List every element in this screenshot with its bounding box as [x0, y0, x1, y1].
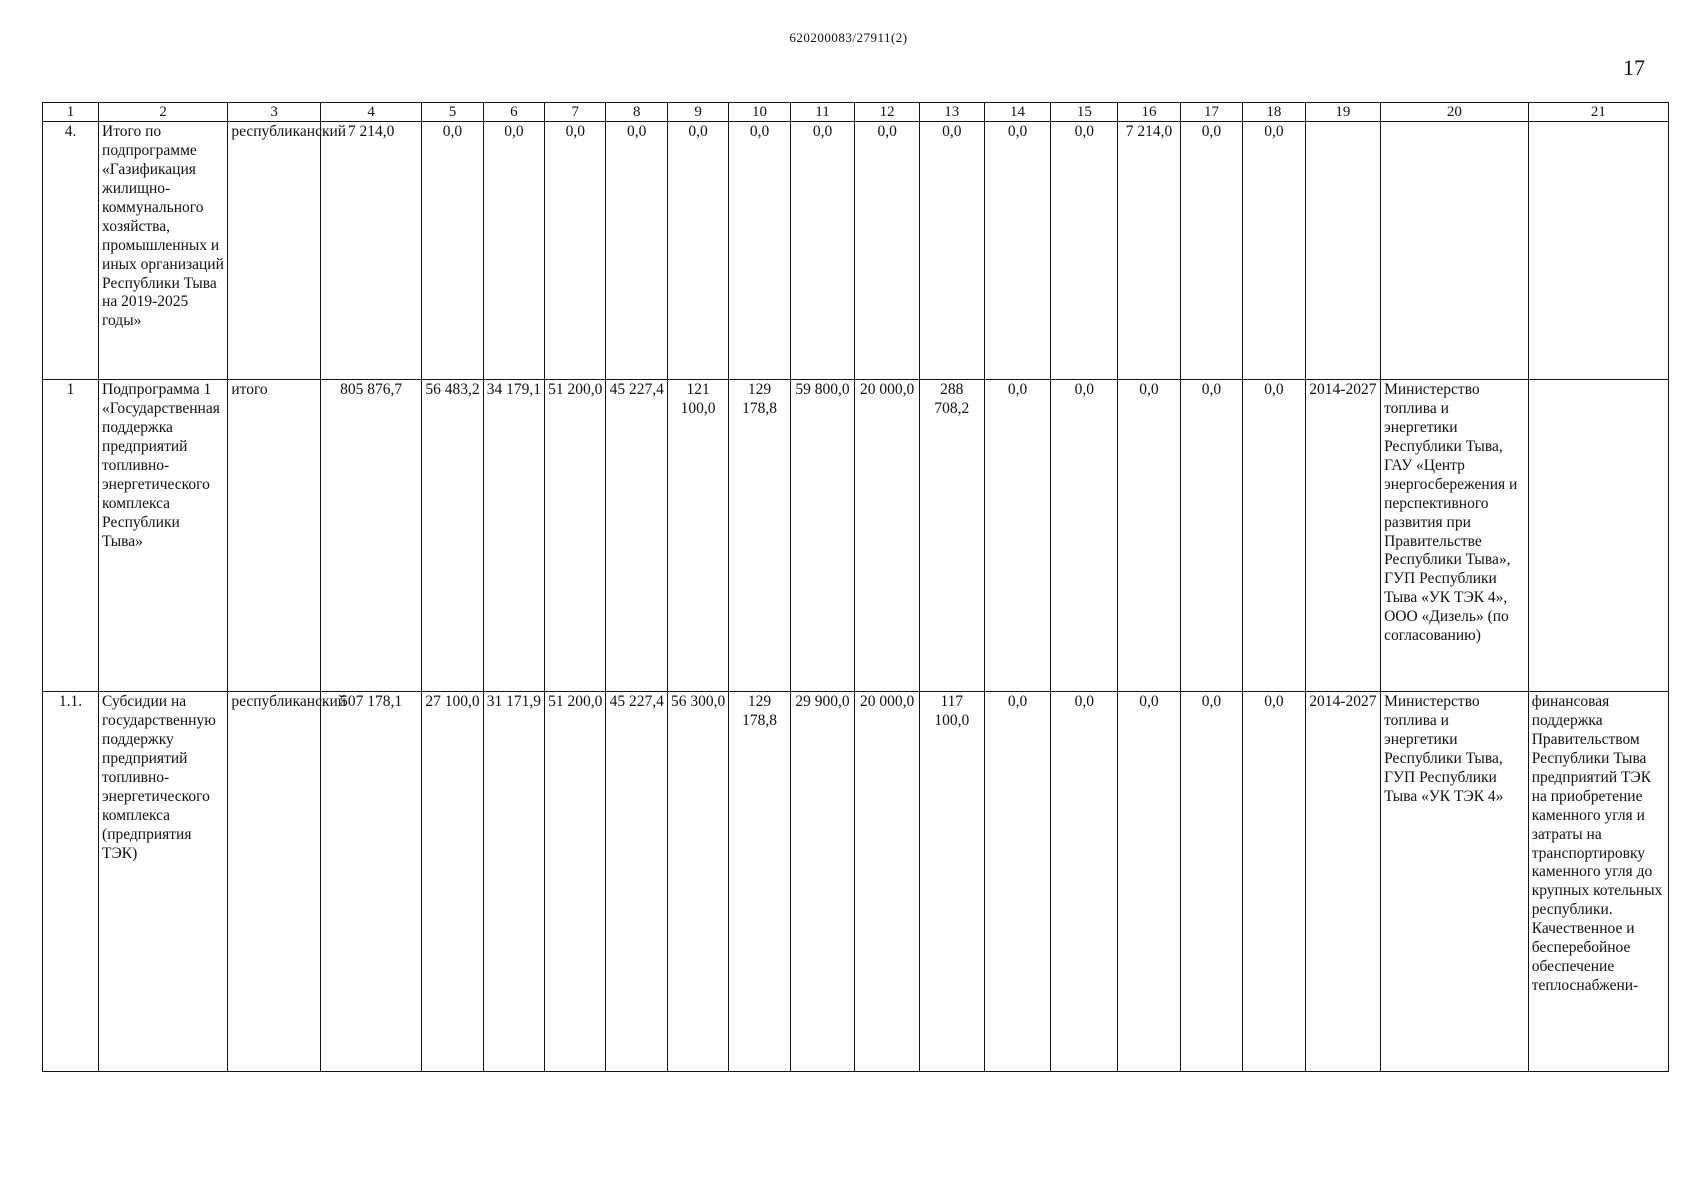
- amount-cell: 45 227,4: [606, 692, 667, 1072]
- amount-cell: 0,0: [1180, 692, 1242, 1072]
- total-amount-cell: 507 178,1: [320, 692, 421, 1072]
- amount-cell: 0,0: [606, 122, 667, 380]
- column-number: 16: [1118, 103, 1180, 122]
- period-cell: 2014-2027: [1305, 692, 1380, 1072]
- amount-cell: 0,0: [422, 122, 483, 380]
- period-cell: 2014-2027: [1305, 380, 1380, 692]
- column-number: 9: [667, 103, 728, 122]
- column-number: 17: [1180, 103, 1242, 122]
- amount-cell: 7 214,0: [1118, 122, 1180, 380]
- table-row: [43, 380, 1669, 692]
- amount-cell: 288 708,2: [919, 380, 984, 692]
- amount-cell: 0,0: [667, 122, 728, 380]
- column-number: 14: [984, 103, 1051, 122]
- result-cell: [1528, 122, 1668, 380]
- row-number-cell: 4.: [43, 122, 99, 380]
- column-number: 1: [43, 103, 99, 122]
- amount-cell: 0,0: [1243, 692, 1305, 1072]
- budget-source-cell: республиканский: [228, 692, 321, 1072]
- amount-cell: 129 178,8: [729, 692, 790, 1072]
- column-number: 18: [1243, 103, 1305, 122]
- column-number: 7: [545, 103, 606, 122]
- total-amount-cell: 805 876,7: [320, 380, 421, 692]
- amount-cell: 0,0: [855, 122, 920, 380]
- amount-cell: 51 200,0: [545, 692, 606, 1072]
- column-number: 5: [422, 103, 483, 122]
- column-number: 11: [790, 103, 855, 122]
- amount-cell: 20 000,0: [855, 380, 920, 692]
- amount-cell: 56 483,2: [422, 380, 483, 692]
- amount-cell: 0,0: [984, 380, 1051, 692]
- column-number: 12: [855, 103, 920, 122]
- amount-cell: 0,0: [1243, 122, 1305, 380]
- column-number: 2: [99, 103, 228, 122]
- amount-cell: 56 300,0: [667, 692, 728, 1072]
- column-number: 8: [606, 103, 667, 122]
- result-cell: финансовая поддержка Правительством Республики Тыва предприятий ТЭК на приобретение каменного угля и затраты на транспортировку каменного угля до крупных котельных республики. Качественное и бесперебойное обеспечение теплоснабжени-: [1528, 692, 1668, 1072]
- amount-cell: 0,0: [1051, 692, 1118, 1072]
- row-number-cell: 1: [43, 380, 99, 692]
- amount-cell: 0,0: [1118, 692, 1180, 1072]
- column-number: 19: [1305, 103, 1380, 122]
- column-number: 15: [1051, 103, 1118, 122]
- amount-cell: 0,0: [790, 122, 855, 380]
- row-title-cell: Итого по подпрограмме «Газификация жилищно-коммунального хозяйства, промышленных и иных организаций Республики Тыва на 2019-2025 годы»: [99, 122, 228, 380]
- row-title-cell: Субсидии на государственную поддержку предприятий топливно-энергетического комплекса (предприятия ТЭК): [99, 692, 228, 1072]
- column-number: 3: [228, 103, 321, 122]
- budget-source-cell: республиканский: [228, 122, 321, 380]
- amount-cell: 129 178,8: [729, 380, 790, 692]
- amount-cell: 117 100,0: [919, 692, 984, 1072]
- amount-cell: 0,0: [1180, 380, 1242, 692]
- row-number-cell: 1.1.: [43, 692, 99, 1072]
- amount-cell: 59 800,0: [790, 380, 855, 692]
- table-row: [43, 122, 1669, 380]
- amount-cell: 51 200,0: [545, 380, 606, 692]
- amount-cell: 0,0: [919, 122, 984, 380]
- column-number: 10: [729, 103, 790, 122]
- column-number: 4: [320, 103, 421, 122]
- amount-cell: 0,0: [1051, 122, 1118, 380]
- column-number: 21: [1528, 103, 1668, 122]
- amount-cell: 45 227,4: [606, 380, 667, 692]
- column-number: 20: [1381, 103, 1529, 122]
- amount-cell: 0,0: [545, 122, 606, 380]
- column-number: 13: [919, 103, 984, 122]
- total-amount-cell: 7 214,0: [320, 122, 421, 380]
- executor-cell: [1381, 122, 1529, 380]
- column-number-row: [43, 103, 1669, 122]
- amount-cell: 27 100,0: [422, 692, 483, 1072]
- amount-cell: 121 100,0: [667, 380, 728, 692]
- row-title-cell: Подпрограмма 1 «Государственная поддержка предприятий топливно-энергетического комплекса Республики Тыва»: [99, 380, 228, 692]
- amount-cell: 29 900,0: [790, 692, 855, 1072]
- amount-cell: 0,0: [984, 692, 1051, 1072]
- page-number: 17: [1623, 55, 1645, 80]
- executor-cell: Министерство топлива и энергетики Республики Тыва, ГУП Республики Тыва «УК ТЭК 4»: [1381, 692, 1529, 1072]
- amount-cell: 0,0: [984, 122, 1051, 380]
- amount-cell: 31 171,9: [483, 692, 544, 1072]
- amount-cell: 0,0: [483, 122, 544, 380]
- executor-cell: Министерство топлива и энергетики Республики Тыва, ГАУ «Центр энергосбережения и перспективного развития при Правительстве Республики Тыва», ГУП Республики Тыва «УК ТЭК 4», ООО «Дизель» (по согласованию): [1381, 380, 1529, 692]
- amount-cell: 0,0: [1118, 380, 1180, 692]
- document-id: 620200083/27911(2): [789, 30, 908, 45]
- amount-cell: 34 179,1: [483, 380, 544, 692]
- period-cell: [1305, 122, 1380, 380]
- amount-cell: 0,0: [1051, 380, 1118, 692]
- amount-cell: 0,0: [729, 122, 790, 380]
- amount-cell: 20 000,0: [855, 692, 920, 1072]
- budget-source-cell: итого: [228, 380, 321, 692]
- amount-cell: 0,0: [1243, 380, 1305, 692]
- column-number: 6: [483, 103, 544, 122]
- program-table: [42, 102, 1669, 1072]
- table-row: [43, 692, 1669, 1072]
- amount-cell: 0,0: [1180, 122, 1242, 380]
- result-cell: [1528, 380, 1668, 692]
